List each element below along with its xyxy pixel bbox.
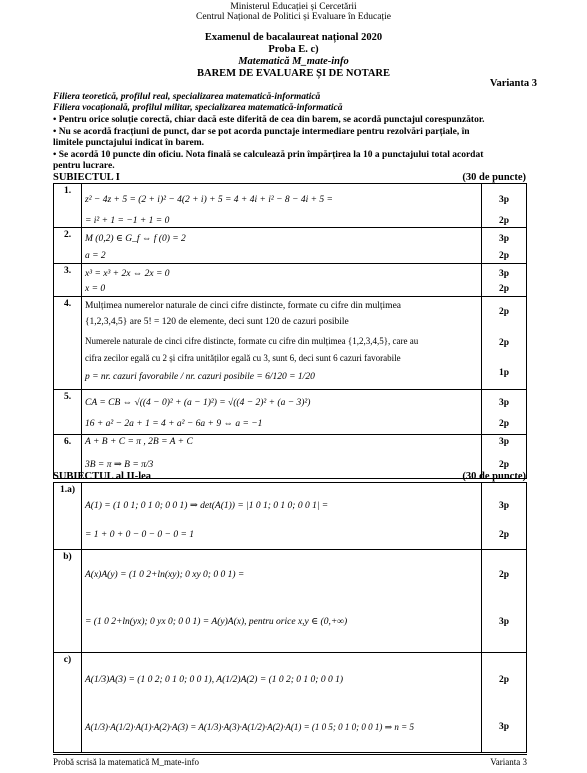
solution-line: A(x)A(y) = (1 0 2+ln(xy); 0 xy 0; 0 0 1) = [85, 570, 245, 580]
item-solution [82, 390, 482, 435]
item-number: b) [54, 550, 82, 653]
solution-line: M (0,2) ∈ G_f ⇔ f (0) = 2 [85, 234, 186, 244]
item-solution [82, 550, 482, 653]
item-solution [82, 264, 482, 297]
score: 2p [498, 530, 510, 540]
item-scores [482, 297, 527, 390]
score: 2p [498, 675, 510, 685]
item-number: 5. [54, 390, 82, 435]
solution-line: 3B = π ⇒ B = π/3 [85, 460, 154, 470]
score: 3p [498, 269, 510, 279]
footer-right: Varianta 3 [490, 757, 527, 767]
subiect-2-title: SUBIECTUL al II-lea [53, 471, 152, 482]
filiera-2: Filiera vocațională, profilul militar, specializarea matematică-informatică [53, 103, 343, 113]
item-solution [82, 653, 482, 753]
solution-line: p = nr. cazuri favorabile / nr. cazuri posibile = 6/120 = 1/20 [85, 372, 315, 382]
subiect-1-table [53, 183, 527, 479]
item-solution [82, 184, 482, 228]
solution-line: x = 0 [85, 284, 106, 294]
subiect-1-points: (30 de puncte) [462, 172, 526, 183]
item-number: 6. [54, 435, 82, 479]
solution-line: 16 + a² − 2a + 1 = 4 + a² − 6a + 9 ⇔ a = −1 [85, 419, 263, 429]
item-scores [482, 184, 527, 228]
ministry-line: Ministerul Educației și Cercetării [230, 2, 357, 12]
subiect-1-heading [53, 172, 526, 183]
score: 3p [498, 234, 510, 244]
subiect-1-title: SUBIECTUL I [53, 172, 120, 183]
item-scores [482, 228, 527, 264]
subiect-2-table [53, 482, 527, 753]
solution-line: a = 2 [85, 251, 106, 261]
solution-line: = i² + 1 = −1 + 1 = 0 [85, 216, 170, 226]
solution-line: A(1) = (1 0 1; 0 1 0; 0 0 1) ⇒ det(A(1)) = |1 0 1; 0 1 0; 0 0 1| = [85, 501, 329, 511]
item-solution [82, 483, 482, 550]
item-number: 4. [54, 297, 82, 390]
bullet-2a: • Nu se acordă fracțiuni de punct, dar se pot acorda punctaje intermediare pentru rezolvări parțiale, în [53, 127, 470, 137]
exam-title: Examenul de bacalaureat național 2020 [204, 32, 383, 43]
solution-line: A + B + C = π , 2B = A + C [85, 437, 193, 447]
score: 3p [498, 722, 510, 732]
item-scores [482, 390, 527, 435]
table-row [54, 264, 527, 297]
table-row [54, 390, 527, 435]
item-number: 2. [54, 228, 82, 264]
solution-line: {1,2,3,4,5} are 5! = 120 de elemente, deci sunt 120 de cazuri posibile [85, 317, 349, 327]
variant-label: Varianta 3 [489, 78, 537, 89]
score: 3p [498, 398, 510, 408]
bullet-3a: • Se acordă 10 puncte din oficiu. Nota finală se calculează prin împărțirea la 10 a punctajului total acordat [53, 150, 484, 160]
score: 2p [498, 570, 510, 580]
bullet-2b: limitele punctajului indicat în barem. [53, 138, 205, 148]
solution-line: z² − 4z + 5 = (2 + i)² − 4(2 + i) + 5 = 4 + 4i + i² − 8 − 4i + 5 = [85, 195, 333, 205]
table-row [54, 228, 527, 264]
score: 3p [498, 195, 510, 205]
solution-line: cifra zecilor egală cu 2 și cifra unităților egală cu 3, sunt 6, deci sunt 6 cazuri favorabile [85, 353, 401, 363]
solution-line: x³ = x³ + 2x ⇔ 2x = 0 [85, 269, 170, 279]
bullet-1: • Pentru orice soluție corectă, chiar dacă este diferită de cea din barem, se acordă punctajul corespunzător. [53, 115, 485, 125]
barem-title: BAREM DE EVALUARE ȘI DE NOTARE [196, 68, 391, 79]
solution-line: = (1 0 2+ln(yx); 0 yx 0; 0 0 1) = A(y)A(x), pentru orice x,y ∈ (0,+∞) [85, 617, 348, 627]
center-line: Centrul Național de Politici și Evaluare în Educație [196, 12, 391, 22]
solution-line: Numerele naturale de cinci cifre distincte, formate cu cifre din mulțimea {1,2,3,4,5}, care au [85, 336, 419, 346]
table-row [54, 653, 527, 753]
score: 2p [498, 251, 510, 261]
table-row [54, 550, 527, 653]
score: 1p [498, 368, 510, 378]
score: 3p [498, 437, 510, 447]
subiect-2-points: (30 de puncte) [462, 471, 526, 482]
table-row [54, 184, 527, 228]
filiera-1: Filiera teoretică, profilul real, specializarea matematică-informatică [53, 92, 321, 102]
score: 2p [498, 338, 510, 348]
score: 2p [498, 419, 510, 429]
item-solution [82, 297, 482, 390]
item-number: 1. [54, 184, 82, 228]
item-scores [482, 264, 527, 297]
score: 2p [498, 307, 510, 317]
solution-line: = 1 + 0 + 0 − 0 − 0 − 0 = 1 [85, 530, 194, 540]
item-scores [482, 483, 527, 550]
subiect-2-heading [53, 471, 526, 482]
item-scores [482, 550, 527, 653]
solution-line: A(1/3)A(3) = (1 0 2; 0 1 0; 0 0 1), A(1/2)A(2) = (1 0 2; 0 1 0; 0 0 1) [85, 675, 344, 685]
solution-line: Mulțimea numerelor naturale de cinci cifre distincte, formate cu cifre din mulțimea [85, 301, 402, 311]
footer-left: Probă scrisă la matematică M_mate-info [53, 757, 199, 767]
table-row [54, 483, 527, 550]
score: 3p [498, 617, 510, 627]
solution-line: CA = CB ⇔ √((4 − 0)² + (a − 1)²) = √((4 − 2)² + (a − 3)²) [85, 398, 311, 408]
score: 2p [498, 216, 510, 226]
score: 2p [498, 460, 510, 470]
subject-title: Matematică M_mate-info [238, 56, 349, 67]
footer-rule [53, 754, 527, 755]
item-number: 1.a) [54, 483, 82, 550]
table-row [54, 297, 527, 390]
item-solution [82, 228, 482, 264]
bullet-3b: pentru lucrare. [53, 161, 115, 171]
solution-line: A(1/3)·A(1/2)·A(1)·A(2)·A(3) = A(1/3)·A(3)·A(1/2)·A(2)·A(1) = (1 0 5; 0 1 0; 0 0 1) ⇒ n = 5 [85, 722, 415, 732]
item-scores [482, 653, 527, 753]
item-number: c) [54, 653, 82, 753]
score: 3p [498, 501, 510, 511]
score: 2p [498, 284, 510, 294]
item-number: 3. [54, 264, 82, 297]
proba-title: Proba E. c) [268, 44, 319, 55]
